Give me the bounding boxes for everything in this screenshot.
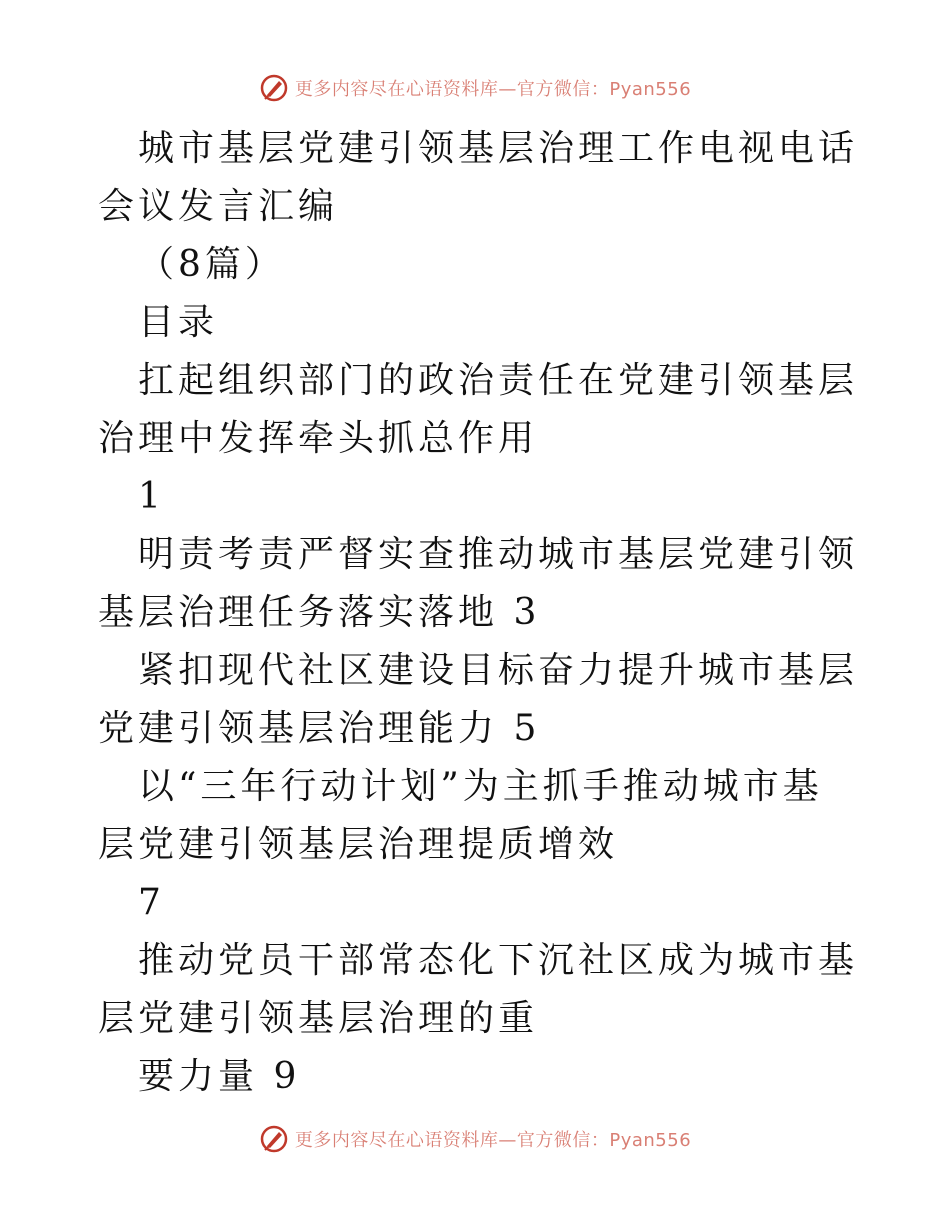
toc-entry: 明责考责严督实查推动城市基层党建引领基层治理任务落实落地 3 xyxy=(98,534,859,633)
toc-entry: 紧扣现代社区建设目标奋力提升城市基层党建引领基层治理能力 5 xyxy=(98,650,859,749)
header-watermark-text: 更多内容尽在心语资料库—官方微信：Pyan556 xyxy=(294,79,692,100)
pen-logo-icon xyxy=(259,73,289,103)
toc-entry: 以“三年行动计划”为主抓手推动城市基层党建引领基层治理提质增效 xyxy=(98,766,823,865)
header-watermark-banner xyxy=(0,72,950,104)
document-body xyxy=(98,120,858,1106)
toc-page-number: 1 xyxy=(138,476,165,517)
footer-watermark-text: 更多内容尽在心语资料库—官方微信：Pyan556 xyxy=(294,1130,692,1151)
toc-entry: 推动党员干部常态化下沉社区成为城市基层党建引领基层治理的重 xyxy=(98,940,859,1039)
document-count: （8篇） xyxy=(138,244,285,285)
document-title: 城市基层党建引领基层治理工作电视电话会议发言汇编 xyxy=(98,128,859,227)
toc-entry: 要力量 9 xyxy=(138,1056,301,1097)
toc-page-number: 7 xyxy=(138,882,165,923)
footer-watermark-banner xyxy=(0,1123,950,1155)
pen-logo-icon xyxy=(259,1124,289,1154)
toc-heading: 目录 xyxy=(138,302,219,343)
toc-entry: 扛起组织部门的政治责任在党建引领基层治理中发挥牵头抓总作用 xyxy=(98,360,859,459)
